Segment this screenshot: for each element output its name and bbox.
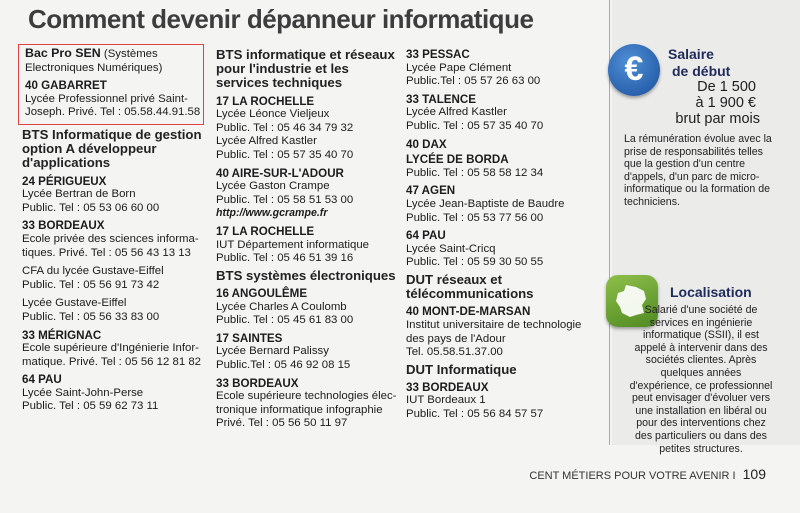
city-heading: 40 MONT-DE-MARSAN — [406, 305, 531, 319]
entry-line: Tel. 05.58.51.37.00 — [406, 346, 503, 359]
entry-line: Public. Tel : 05 46 51 39 16 — [216, 252, 354, 265]
entry-line: Lycée Gaston Crampe — [216, 180, 330, 193]
entry-line: Privé. Tel : 05 56 50 11 97 — [216, 417, 348, 430]
entry-line: IUT Bordeaux 1 — [406, 394, 486, 407]
entry-line: IUT Département informatique — [216, 238, 370, 251]
entry-line: Lycée Professionnel privé Saint- — [25, 92, 188, 105]
page-footer — [529, 466, 766, 482]
localisation-paragraph: Salarié d'une société de services en ingénierie informatique (SSII), il est appelé à intervenir dans des sociétés clientes. Après quelques années d'expérience, ce professionnel peut envisager d'évoluer vers une installation en libéral ou pour des interventions chez des particuliers ou dans des petites structures. — [629, 304, 773, 455]
city-gabarret: 40 GABARRET — [25, 79, 107, 93]
entry-line: Joseph. Privé. Tel : 05.58.44.91.58 — [25, 106, 201, 119]
entry-line: Lycée Bernard Palissy — [216, 345, 329, 358]
city-heading: 17 LA ROCHELLE — [216, 94, 315, 108]
entry-line: Lycée Saint-John-Perse — [22, 386, 144, 399]
section-heading-bts-reseaux: BTS informatique et réseaux pour l'industrie et les services techniques — [216, 47, 395, 91]
entry-line: des pays de l'Adour — [406, 332, 506, 345]
entry-line: Public. Tel : 05 56 91 73 42 — [22, 278, 160, 291]
section-heading-bts-systemes: BTS systèmes électroniques — [216, 267, 396, 283]
entry-line: Lycée Charles A Coulomb — [216, 300, 347, 313]
entry-line: Lycée Gustave-Eiffel — [22, 297, 127, 310]
city-heading: 33 BORDEAUX — [406, 380, 489, 394]
section-heading-dut-informatique: DUT Informatique — [406, 361, 517, 377]
city-heading: 17 SAINTES — [216, 331, 283, 345]
localisation-heading: Localisation — [670, 284, 752, 300]
city-heading: 40 DAX — [406, 137, 447, 151]
website-link[interactable]: http://www.gcrampe.fr — [216, 207, 328, 220]
section-heading-bts-gestion: BTS Informatique de gestion option A développeur d'applications — [22, 126, 202, 171]
bac-pro-heading: Bac Pro SEN (Systèmes Electroniques Numériques) — [25, 46, 163, 74]
euro-icon: € — [608, 44, 660, 96]
school-name: LYCÉE DE BORDA — [406, 153, 509, 167]
city-heading: 33 MÉRIGNAC — [22, 328, 102, 342]
city-heading: 33 BORDEAUX — [216, 376, 299, 390]
section-heading-dut-reseaux: DUT réseaux et télécommunications — [406, 271, 534, 302]
entry-line: Public. Tel : 05 45 61 83 00 — [216, 314, 354, 327]
salary-min: De 1 500 — [697, 79, 756, 95]
column-2 — [216, 48, 402, 431]
entry-line: Public. Tel : 05 57 35 40 70 — [406, 119, 544, 132]
city-heading: 47 AGEN — [406, 184, 456, 198]
entry-line: Ecole supérieure d'Ingénierie Infor- — [22, 342, 199, 355]
city-heading: 33 PESSAC — [406, 48, 470, 61]
bac-pro-box — [18, 44, 204, 125]
city-heading: 17 LA ROCHELLE — [216, 224, 315, 238]
entry-line: Ecole supérieure technologies élec- — [216, 390, 397, 403]
entry-line: Institut universitaire de technologie — [406, 318, 582, 331]
footer-separator: I — [732, 470, 736, 482]
entry-line: Public. Tel : 05 58 58 12 34 — [406, 166, 544, 179]
column-1 — [22, 44, 210, 414]
city-heading: 40 AIRE-SUR-L'ADOUR — [216, 166, 344, 180]
entry-line: Public.Tel : 05 46 92 08 15 — [216, 358, 351, 371]
city-heading: 64 PAU — [406, 229, 446, 243]
city-heading: 64 PAU — [22, 373, 62, 387]
entry-line: CFA du lycée Gustave-Eiffel — [22, 265, 164, 278]
entry-line: tronique informatique infographie — [216, 403, 383, 416]
entry-line: Lycée Léonce Vieljeux — [216, 108, 330, 121]
entry-line: Lycée Alfred Kastler — [216, 135, 317, 148]
salary-unit: brut par mois — [675, 111, 760, 127]
entry-line: Lycée Pape Clément — [406, 61, 512, 74]
salary-max: à 1 900 € — [695, 95, 756, 111]
entry-line: Public. Tel : 05 56 84 57 57 — [406, 408, 544, 421]
page-title: Comment devenir dépanneur informatique — [28, 4, 534, 34]
entry-line: Public. Tel : 05 56 33 83 00 — [22, 310, 160, 323]
column-3 — [406, 48, 596, 422]
salaire-paragraph: La rémunération évolue avec la prise de responsabilités telles que la gestion d'un centre d'appels, d'un parc de micro-informatique ou la formation de techniciens. — [624, 133, 772, 208]
entry-line: Lycée Bertran de Born — [22, 188, 136, 201]
entry-line: Lycée Alfred Kastler — [406, 106, 507, 119]
entry-line: Public. Tel : 05 53 06 60 00 — [22, 201, 160, 214]
city-heading: 16 ANGOULÊME — [216, 286, 308, 300]
page-number: 109 — [742, 466, 766, 482]
salaire-heading: Salaire — [668, 46, 714, 62]
entry-line: Public. Tel : 05 58 51 53 00 — [216, 193, 354, 206]
city-heading: 24 PÉRIGUEUX — [22, 174, 107, 188]
entry-line: Public. Tel : 05 53 77 56 00 — [406, 211, 544, 224]
entry-line: Lycée Jean-Baptiste de Baudre — [406, 197, 565, 210]
entry-line: Ecole privée des sciences informa- — [22, 232, 199, 245]
entry-line: Public.Tel : 05 57 26 63 00 — [406, 75, 541, 88]
entry-line: matique. Privé. Tel : 05 56 12 81 82 — [22, 355, 201, 368]
entry-line: Public. Tel : 05 46 34 79 32 — [216, 121, 354, 134]
salaire-subheading: de début — [672, 63, 731, 79]
entry-line: Lycée Saint-Cricq — [406, 242, 496, 255]
entry-line: Public. Tel : 05 57 35 40 70 — [216, 148, 354, 161]
entry-line: Public. Tel : 05 59 30 50 55 — [406, 256, 544, 269]
city-heading: 33 BORDEAUX — [22, 219, 105, 233]
entry-line: tiques. Privé. Tel : 05 56 43 13 13 — [22, 246, 191, 259]
entry-line: Public. Tel : 05 59 62 73 11 — [22, 400, 159, 413]
footer-text: CENT MÉTIERS POUR VOTRE AVENIR — [529, 470, 730, 482]
city-heading: 33 TALENCE — [406, 92, 477, 106]
